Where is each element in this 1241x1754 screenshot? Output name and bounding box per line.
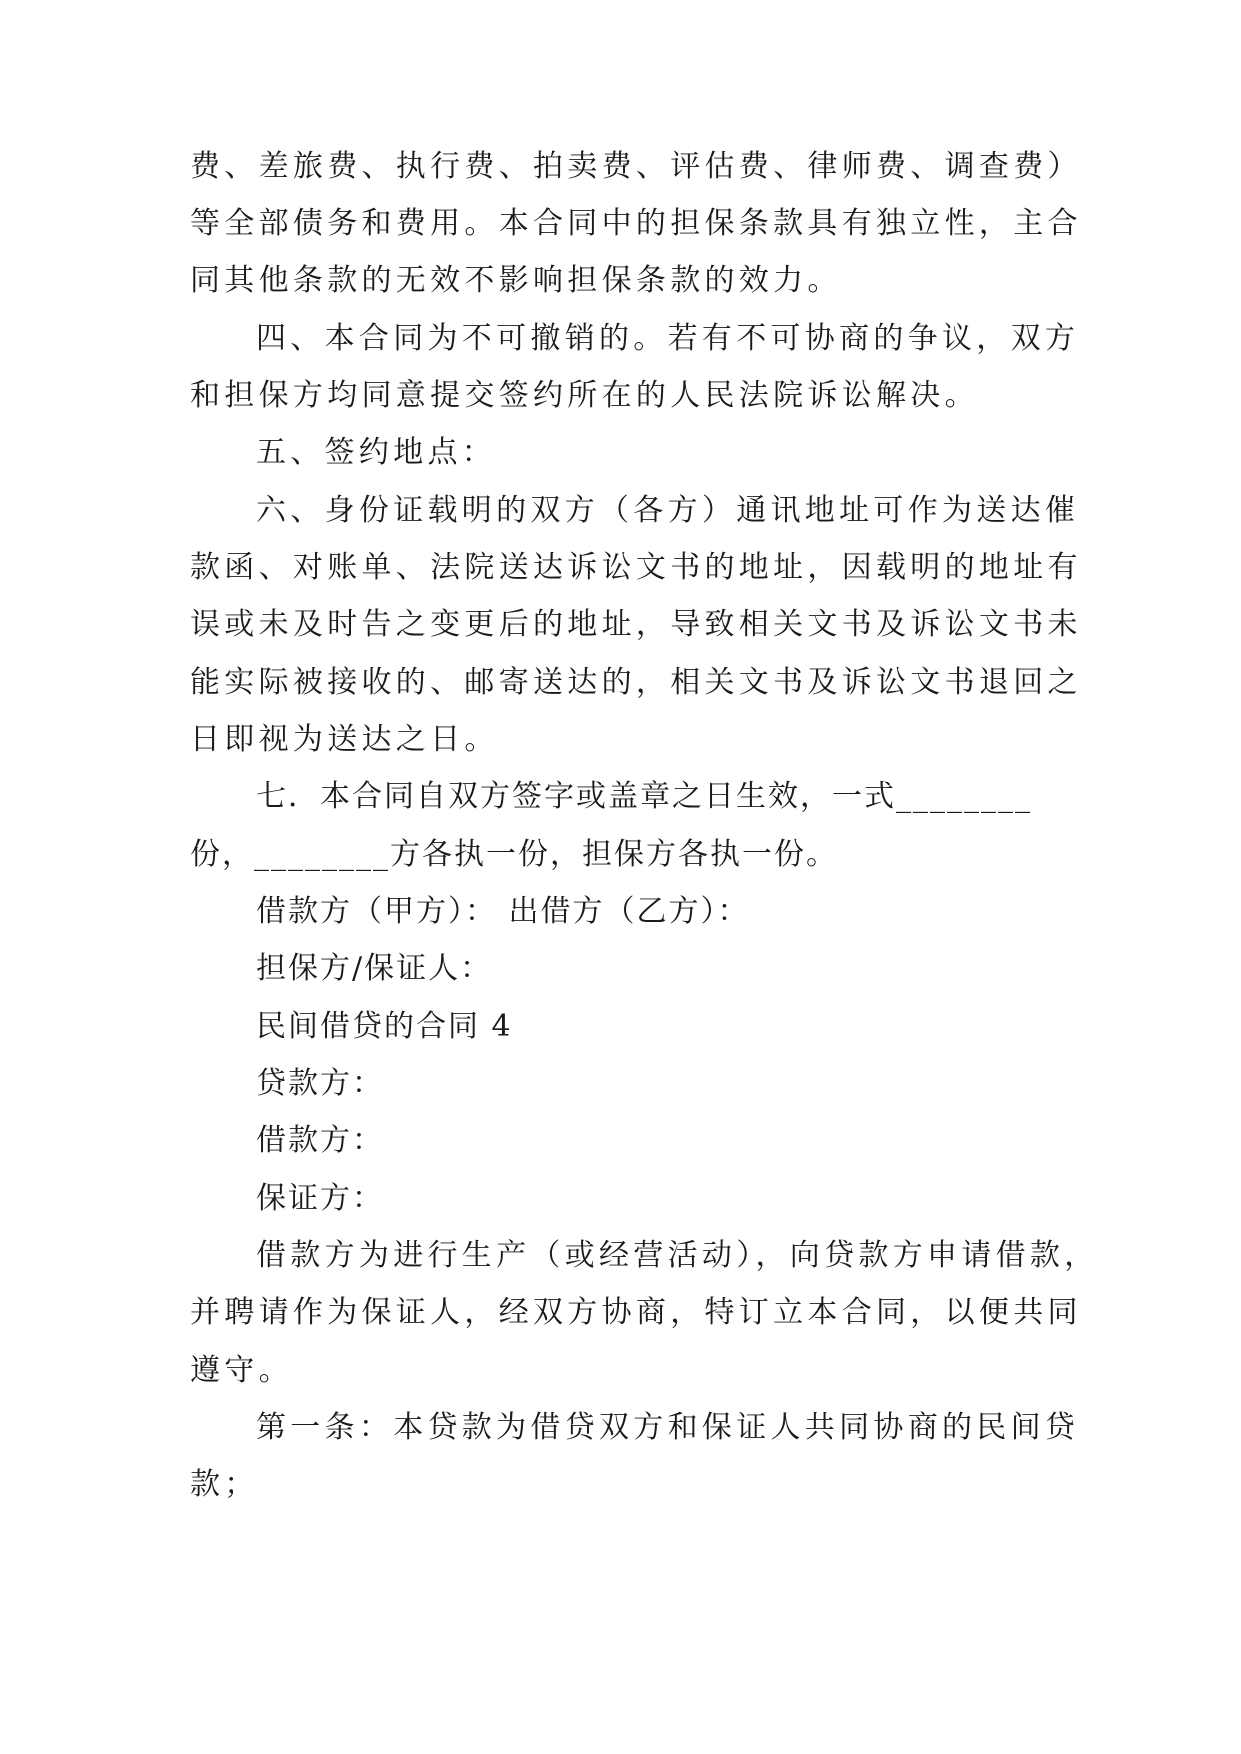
- text-line-22: 遵守。: [190, 1353, 293, 1388]
- text-line-7: 六、身份证载明的双方（各方）通讯地址可作为送达催: [256, 493, 1080, 528]
- text-line-5: 和担保方均同意提交签约所在的人民法院诉讼解决。: [190, 378, 979, 413]
- text-line-3: 同其他条款的无效不影响担保条款的效力。: [190, 263, 842, 298]
- text-line-23: 第一条：本贷款为借贷双方和保证人共同协商的民间贷: [256, 1410, 1080, 1445]
- text-line-24: 款；: [190, 1467, 259, 1502]
- text-line-12: 七．本合同自双方签字或盖章之日生效，一式________: [256, 779, 1032, 814]
- signature-parties-line: 借款方（甲方）： 出借方（乙方）：: [256, 894, 750, 929]
- text-line-6: 五、签约地点：: [256, 435, 497, 470]
- guarantor-line: 担保方/保证人：: [256, 951, 493, 986]
- guarantor-party-line: 保证方：: [256, 1181, 384, 1216]
- text-line-13: 份，________方各执一份，担保方各执一份。: [190, 837, 838, 872]
- text-line-11: 日即视为送达之日。: [190, 722, 499, 757]
- section-title: 民间借贷的合同 4: [256, 1009, 513, 1044]
- text-line-21: 并聘请作为保证人，经双方协商，特订立本合同，以便共同: [190, 1295, 1082, 1330]
- text-line-4: 四、本合同为不可撤销的。若有不可协商的争议，双方: [256, 321, 1080, 356]
- text-line-1: 费、差旅费、执行费、拍卖费、评估费、律师费、调查费）: [190, 149, 1082, 184]
- lender-line: 贷款方：: [256, 1066, 384, 1101]
- text-line-20: 借款方为进行生产（或经营活动），向贷款方申请借款，: [256, 1238, 1099, 1273]
- text-line-9: 误或未及时告之变更后的地址，导致相关文书及诉讼文书未: [190, 607, 1082, 642]
- text-line-10: 能实际被接收的、邮寄送达的，相关文书及诉讼文书退回之: [190, 665, 1082, 700]
- text-line-2: 等全部债务和费用。本合同中的担保条款具有独立性，主合: [190, 206, 1082, 241]
- text-line-8: 款函、对账单、法院送达诉讼文书的地址，因载明的地址有: [190, 550, 1082, 585]
- borrower-line: 借款方：: [256, 1123, 384, 1158]
